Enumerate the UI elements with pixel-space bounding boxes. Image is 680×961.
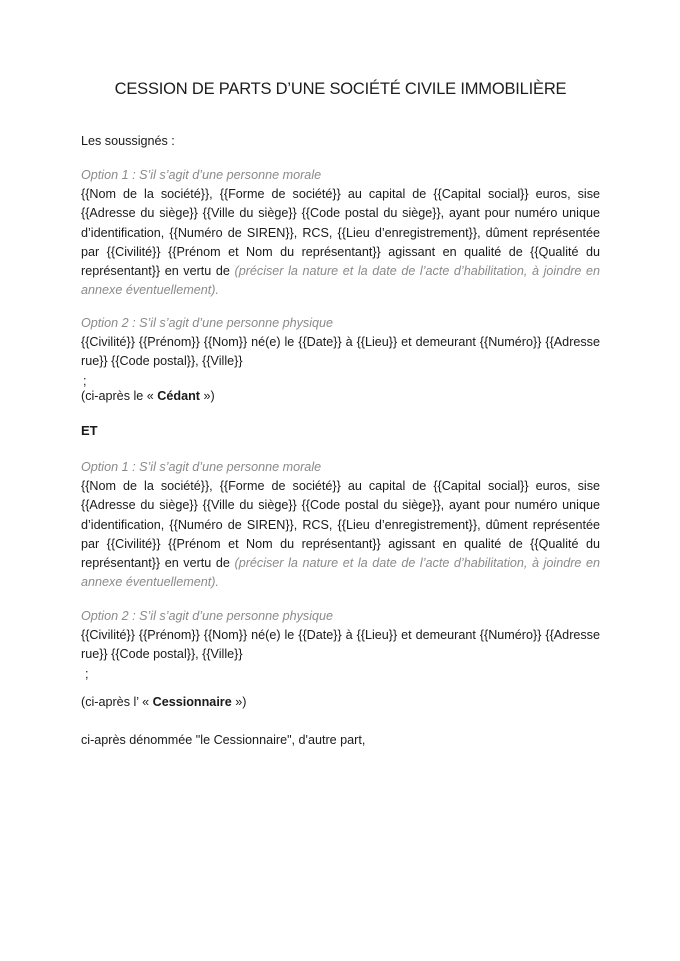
closing-text: ci-après dénommée "le Cessionnaire", d'autre part, [81,733,366,747]
document-title: CESSION DE PARTS D’UNE SOCIÉTÉ CIVILE IMMOBILIÈRE [114,80,567,98]
cessionnaire-designation [81,693,600,712]
cedant-option1-note: (préciser la nature et la date de l’acte d’habilitation, à joindre en annexe éventuellement). [81,264,601,298]
cedant-semicolon: ; [83,373,87,388]
cedant-designation [81,387,600,406]
cedant-option1-label: Option 1 : S’il s’agit d’une personne morale [81,168,322,182]
cessionnaire-designation-suffix: ») [231,695,247,709]
cessionnaire-designation-name: Cessionnaire [152,695,232,709]
intro-text: Les soussignés : [81,134,175,148]
cessionnaire-semicolon: ; [85,666,89,681]
cessionnaire-section [81,458,600,592]
cessionnaire-option1-note: (préciser la nature et la date de l’acte d’habilitation, à joindre en annexe éventuellement). [81,556,601,590]
cessionnaire-option1-paragraph [81,477,600,592]
cessionnaire-option2-text: {{Civilité}} {{Prénom}} {{Nom}} né(e) le {{Date}} à {{Lieu}} et demeurant {{Numéro}} {{Adresse rue}} {{Code postal}}, {{Ville}} [81,628,600,662]
cessionnaire-option2 [81,607,600,684]
cedant-option2-text: {{Civilité}} {{Prénom}} {{Nom}} né(e) le {{Date}} à {{Lieu}} et demeurant {{Numéro}} {{Adresse rue}} {{Code postal}}, {{Ville}} [81,335,600,369]
cedant-designation-name: Cédant [157,389,200,403]
cessionnaire-option2-label: Option 2 : S’il s’agit d’une personne physique [81,609,334,623]
cedant-option2 [81,314,600,391]
cedant-option1-text: {{Nom de la société}}, {{Forme de société}} au capital de {{Capital social}} euros, sise {{Adresse du siège}} {{Ville du siège}} {{Code postal du siège}}, ayant pour numéro unique d’identification, {{Numéro de SIREN}}, RCS, {{Lieu d’enregistrement}}, dûment représentée par {{Civilité}} {{Prénom et Nom du représentant}} agissant en qualité de {{Qualité du représentant}} en vertu de [81,187,600,279]
cessionnaire-option1-label: Option 1 : S’il s’agit d’une personne morale [81,460,322,474]
cedant-option2-label: Option 2 : S’il s’agit d’une personne physique [81,316,334,330]
cedant-designation-suffix: ») [199,389,215,403]
cessionnaire-designation-prefix: (ci-après l’ « [81,695,153,709]
cedant-section [81,166,600,300]
cessionnaire-option1-text: {{Nom de la société}}, {{Forme de société}} au capital de {{Capital social}} euros, sise {{Adresse du siège}} {{Ville du siège}} {{Code postal du siège}}, ayant pour numéro unique d’identification, {{Numéro de SIREN}}, RCS, {{Lieu d’enregistrement}}, dûment représentée par {{Civilité}} {{Prénom et Nom du représentant}} agissant en qualité de {{Qualité du représentant}} en vertu de [81,479,600,571]
cedant-option1-paragraph [81,185,600,300]
cedant-designation-prefix: (ci-après le « [81,389,158,403]
separator-et: ET [81,423,98,438]
